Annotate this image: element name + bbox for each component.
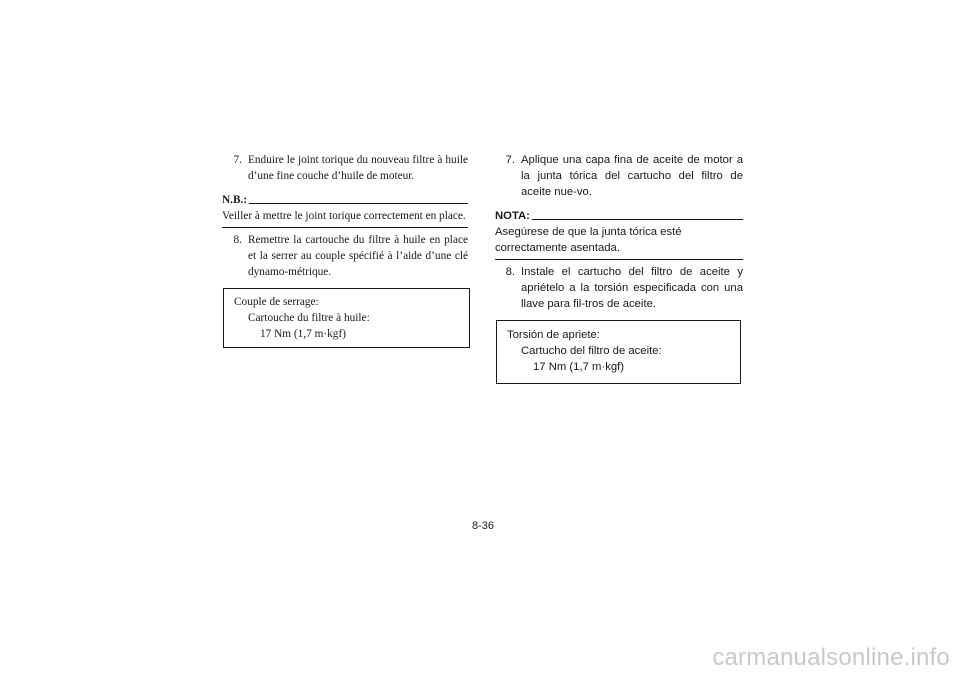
spanish-column xyxy=(495,152,743,384)
fr-torque-spec-box xyxy=(223,288,470,348)
watermark: carmanualsonline.info xyxy=(712,644,950,671)
fr-note-text: Veiller à mettre le joint torique correctement en place. xyxy=(222,208,468,228)
es-step-7-text: Aplique una capa fina de aceite de motor a la junta tórica del cartucho del filtro de aceite nue-vo. xyxy=(521,154,743,198)
fr-step-8-text: Remettre la cartouche du filtre à huile en place et la serrer au couple spécifié à l’aide d’une clé dynamo-métrique. xyxy=(248,234,468,278)
french-column xyxy=(222,152,468,348)
fr-step-8 xyxy=(222,232,468,280)
es-step-8-number: 8. xyxy=(505,266,515,278)
fr-step-8-number: 8. xyxy=(233,234,242,246)
es-step-7 xyxy=(495,152,743,200)
es-note-rule xyxy=(532,219,743,220)
fr-spec-title: Couple de serrage: xyxy=(234,296,319,308)
fr-spec-value: 17 Nm (1,7 m·kgf) xyxy=(260,328,346,340)
es-step-8-text: Instale el cartucho del filtro de aceite y apriételo a la torsión especificada con una llave para fil-tros de aceite. xyxy=(521,266,743,310)
es-note-heading xyxy=(495,208,743,224)
es-spec-value: 17 Nm (1,7 m·kgf) xyxy=(533,361,625,373)
es-step-8 xyxy=(495,264,743,312)
es-spec-title: Torsión de apriete: xyxy=(507,329,600,341)
fr-spec-item: Cartouche du filtre à huile: xyxy=(248,312,370,324)
es-note-text: Asegúrese de que la junta tórica esté correctamente asentada. xyxy=(495,224,743,260)
es-step-7-number: 7. xyxy=(505,154,515,166)
fr-step-7-text: Enduire le joint torique du nouveau filtre à huile d’une fine couche d’huile de moteur. xyxy=(248,154,468,182)
fr-note-rule xyxy=(249,203,468,204)
es-spec-item: Cartucho del filtro de aceite: xyxy=(521,345,662,357)
fr-note-heading xyxy=(222,192,468,208)
fr-step-7 xyxy=(222,152,468,184)
es-note-label: NOTA: xyxy=(495,210,530,222)
es-torque-spec-box xyxy=(496,320,741,384)
fr-note-label: N.B.: xyxy=(222,194,248,206)
page-number: 8-36 xyxy=(472,520,495,532)
fr-step-7-number: 7. xyxy=(233,154,242,166)
